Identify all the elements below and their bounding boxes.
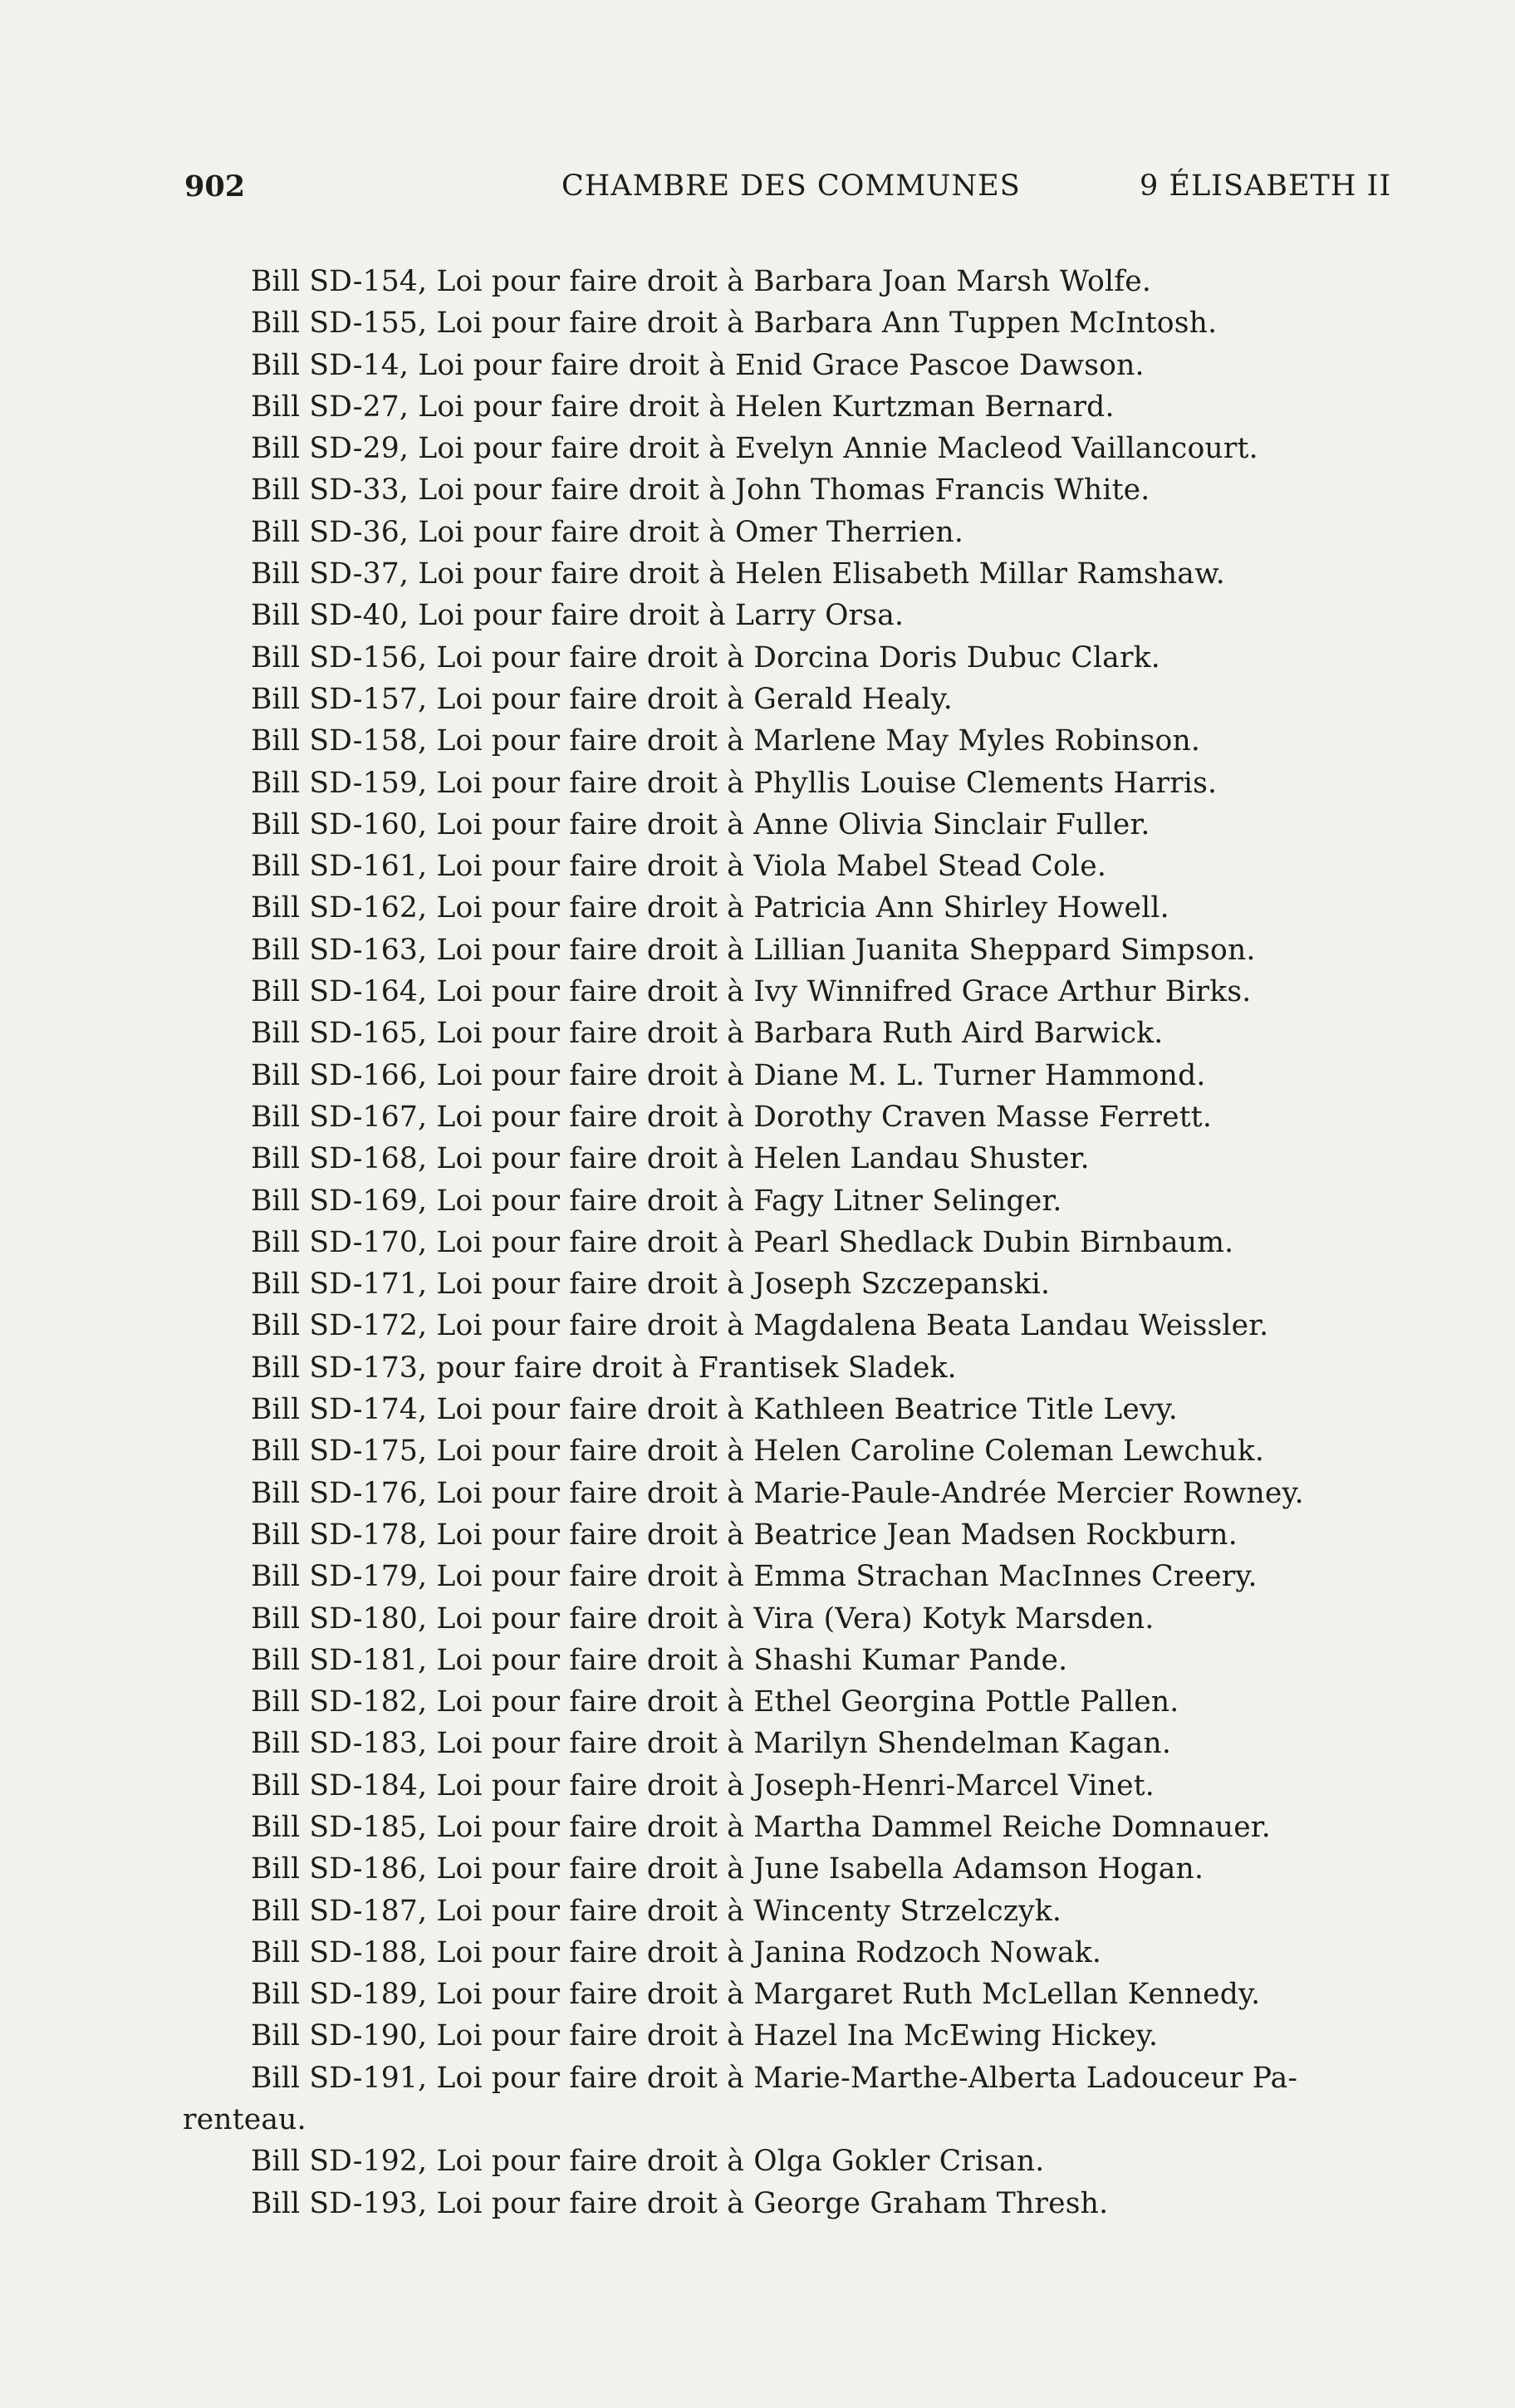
bill-entry: Bill SD-182, Loi pour faire droit à Ethel Georgina Pottle Pallen. (251, 1685, 1179, 1719)
bill-entry: Bill SD-33, Loi pour faire droit à John Thomas Francis White. (251, 473, 1150, 508)
bill-entry: Bill SD-175, Loi pour faire droit à Helen Caroline Coleman Lewchuk. (251, 1435, 1265, 1469)
bill-entry: Bill SD-178, Loi pour faire droit à Beatrice Jean Madsen Rockburn. (251, 1518, 1238, 1552)
bill-entry: Bill SD-172, Loi pour faire droit à Magdalena Beata Landau Weissler. (251, 1309, 1269, 1343)
bill-entry: Bill SD-186, Loi pour faire droit à June Isabella Adamson Hogan. (251, 1852, 1204, 1886)
bill-entry: Bill SD-167, Loi pour faire droit à Dorothy Craven Masse Ferrett. (251, 1100, 1213, 1134)
bill-entry: Bill SD-173, pour faire droit à Frantisek Sladek. (251, 1351, 957, 1385)
bill-entry: Bill SD-27, Loi pour faire droit à Helen Kurtzman Bernard. (251, 390, 1115, 424)
bill-entry: Bill SD-168, Loi pour faire droit à Helen Landau Shuster. (251, 1142, 1090, 1176)
bill-entry: Bill SD-193, Loi pour faire droit à George Graham Thresh. (251, 2186, 1109, 2220)
bill-entry: Bill SD-162, Loi pour faire droit à Patricia Ann Shirley Howell. (251, 891, 1169, 925)
bill-entry: Bill SD-190, Loi pour faire droit à Hazel Ina McEwing Hickey. (251, 2019, 1159, 2053)
bill-entry: Bill SD-171, Loi pour faire droit à Joseph Szczepanski. (251, 1268, 1051, 1302)
bill-entry: Bill SD-189, Loi pour faire droit à Margaret Ruth McLellan Kennedy. (251, 1978, 1261, 2012)
page-header (0, 169, 1515, 209)
bill-entry: Bill SD-187, Loi pour faire droit à Wincenty Strzelczyk. (251, 1894, 1062, 1928)
bill-entry: Bill SD-165, Loi pour faire droit à Barbara Ruth Aird Barwick. (251, 1017, 1164, 1051)
bill-entry: Bill SD-188, Loi pour faire droit à Janina Rodzoch Nowak. (251, 1935, 1102, 1969)
bill-entry: Bill SD-166, Loi pour faire droit à Diane M. L. Turner Hammond. (251, 1058, 1206, 1092)
page-number: 902 (184, 169, 246, 204)
reign-year: 9 ÉLISABETH II (1140, 169, 1392, 203)
bill-entry: Bill SD-192, Loi pour faire droit à Olga Gokler Crisan. (251, 2145, 1045, 2179)
bill-entry: Bill SD-37, Loi pour faire droit à Helen Elisabeth Millar Ramshaw. (251, 557, 1225, 591)
bill-entry-continuation: renteau. (183, 2103, 306, 2137)
bill-entry: Bill SD-156, Loi pour faire droit à Dorcina Doris Dubuc Clark. (251, 640, 1160, 674)
bill-entry: Bill SD-157, Loi pour faire droit à Gerald Healy. (251, 682, 953, 716)
bill-entry: Bill SD-176, Loi pour faire droit à Marie-Paule-Andrée Mercier Rowney. (251, 1476, 1304, 1510)
bill-entry: Bill SD-29, Loi pour faire droit à Evelyn Annie Macleod Vaillancourt. (251, 432, 1258, 466)
bill-entry: Bill SD-185, Loi pour faire droit à Martha Dammel Reiche Domnauer. (251, 1810, 1271, 1844)
bill-entry: Bill SD-174, Loi pour faire droit à Kathleen Beatrice Title Levy. (251, 1393, 1178, 1427)
bill-entry: Bill SD-181, Loi pour faire droit à Shashi Kumar Pande. (251, 1643, 1068, 1677)
bill-entry: Bill SD-36, Loi pour faire droit à Omer Therrien. (251, 515, 963, 549)
bill-entry: Bill SD-163, Loi pour faire droit à Lillian Juanita Sheppard Simpson. (251, 933, 1256, 967)
bill-entry: Bill SD-170, Loi pour faire droit à Pearl Shedlack Dubin Birnbaum. (251, 1225, 1234, 1259)
bill-entry: Bill SD-164, Loi pour faire droit à Ivy Winnifred Grace Arthur Birks. (251, 975, 1252, 1009)
bill-list (183, 261, 1414, 2224)
bill-entry: Bill SD-169, Loi pour faire droit à Fagy Litner Selinger. (251, 1184, 1062, 1218)
bill-entry: Bill SD-158, Loi pour faire droit à Marlene May Myles Robinson. (251, 724, 1201, 758)
page-title: CHAMBRE DES COMMUNES (561, 169, 1021, 203)
bill-entry: Bill SD-159, Loi pour faire droit à Phyllis Louise Clements Harris. (251, 766, 1218, 800)
bill-entry: Bill SD-14, Loi pour faire droit à Enid Grace Pascoe Dawson. (251, 348, 1145, 382)
bill-entry: Bill SD-191, Loi pour faire droit à Marie-Marthe-Alberta Ladouceur Pa- (251, 2061, 1298, 2095)
bill-entry: Bill SD-40, Loi pour faire droit à Larry Orsa. (251, 599, 905, 633)
bill-entry: Bill SD-161, Loi pour faire droit à Viola Mabel Stead Cole. (251, 850, 1107, 884)
bill-entry: Bill SD-180, Loi pour faire droit à Vira (Vera) Kotyk Marsden. (251, 1601, 1155, 1636)
bill-entry: Bill SD-155, Loi pour faire droit à Barbara Ann Tuppen McIntosh. (251, 307, 1218, 341)
bill-entry: Bill SD-154, Loi pour faire droit à Barbara Joan Marsh Wolfe. (251, 265, 1152, 298)
bill-entry: Bill SD-183, Loi pour faire droit à Marilyn Shendelman Kagan. (251, 1727, 1172, 1761)
bill-entry: Bill SD-160, Loi pour faire droit à Anne Olivia Sinclair Fuller. (251, 807, 1150, 841)
bill-entry: Bill SD-184, Loi pour faire droit à Joseph-Henri-Marcel Vinet. (251, 1768, 1155, 1802)
bill-entry: Bill SD-179, Loi pour faire droit à Emma Strachan MacInnes Creery. (251, 1560, 1258, 1594)
